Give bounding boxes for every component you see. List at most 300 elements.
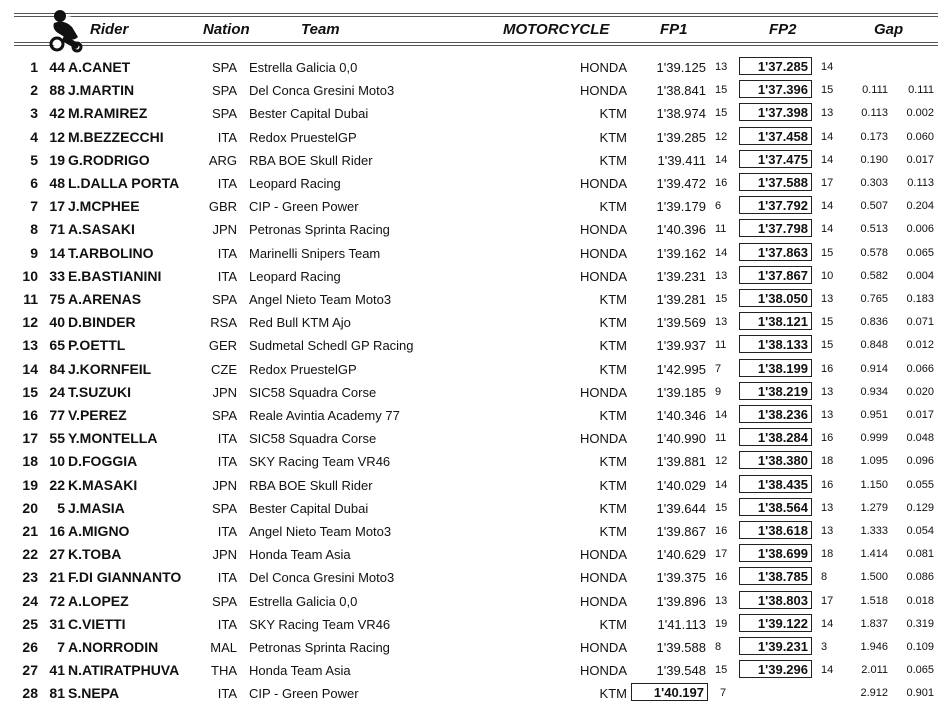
table-row	[0, 543, 950, 566]
motorcycle: HONDA	[580, 663, 627, 679]
rider-name: J.MCPHEE	[68, 198, 140, 215]
fp2-time: 1'37.475	[739, 150, 812, 168]
rider-number: 75	[49, 291, 65, 307]
gap-first: 0.765	[860, 293, 888, 305]
position: 5	[30, 151, 38, 168]
gap-first: 0.303	[860, 177, 888, 189]
position: 26	[22, 639, 38, 655]
nation: ITA	[217, 616, 237, 632]
table-row	[0, 566, 950, 589]
fp2-lap: 13	[821, 385, 834, 398]
gap-previous: 0.113	[907, 177, 934, 189]
motorcycle: KTM	[599, 408, 627, 423]
rider-name: L.DALLA PORTA	[68, 175, 180, 191]
table-row	[0, 126, 950, 149]
fp2-lap: 13	[821, 293, 834, 305]
gap-previous: 0.071	[906, 316, 934, 329]
nation: JPN	[212, 222, 237, 238]
fp2-lap: 16	[821, 362, 834, 375]
nation: SPA	[211, 500, 237, 516]
fp2-time: 1'38.133	[739, 335, 812, 353]
gap-first: 1.150	[860, 478, 888, 491]
gap-previous: 0.183	[906, 293, 934, 305]
table-row	[0, 427, 950, 450]
fp2-time: 1'38.618	[739, 521, 812, 539]
gap-first: 0.113	[861, 107, 888, 120]
team: SIC58 Squadra Corse	[249, 384, 377, 400]
team: Bester Capital Dubai	[249, 500, 369, 516]
rider-name: J.MASIA	[68, 499, 125, 516]
fp2-time: 1'38.050	[739, 289, 812, 307]
rider-name: K.TOBA	[68, 546, 122, 563]
position: 25	[22, 615, 38, 632]
position: 3	[30, 105, 38, 122]
position: 8	[30, 221, 38, 238]
header-motorcycle: MOTORCYCLE	[503, 21, 610, 38]
fp2-time: 1'37.588	[739, 173, 812, 191]
gap-first: 0.836	[860, 316, 888, 329]
fp1-lap: 9	[715, 385, 722, 398]
gap-previous: 0.129	[906, 501, 934, 514]
team: Leopard Racing	[249, 176, 341, 191]
rider-name: P.OETTL	[68, 337, 126, 354]
motorcycle-rider-icon	[44, 7, 88, 53]
rider-name: K.MASAKI	[68, 476, 138, 493]
nation: SPA	[211, 408, 237, 423]
fp1-lap: 7	[720, 687, 727, 700]
fp1-time: 1'38.841	[656, 83, 706, 99]
gap-first: 0.999	[860, 432, 888, 445]
position: 9	[30, 244, 38, 261]
gap-previous: 0.901	[906, 687, 934, 700]
motorcycle: HONDA	[580, 60, 627, 75]
fp1-time: 1'39.125	[656, 60, 706, 75]
rider-number: 16	[49, 523, 65, 539]
gap-first: 0.190	[860, 153, 888, 166]
gap-first: 0.934	[860, 385, 888, 398]
team: Marinelli Snipers Team	[249, 245, 381, 261]
fp1-time: 1'39.881	[656, 454, 706, 470]
motorcycle: KTM	[599, 292, 627, 307]
position: 21	[22, 523, 38, 539]
fp2-lap: 14	[821, 223, 834, 236]
team: Bester Capital Dubai	[249, 106, 369, 122]
rider-name: A.MIGNO	[68, 523, 130, 539]
motorcycle: KTM	[599, 524, 627, 539]
fp1-lap: 13	[715, 594, 728, 607]
fp1-lap: 14	[715, 478, 728, 491]
team: Del Conca Gresini Moto3	[249, 83, 395, 99]
header-team: Team	[301, 21, 340, 38]
table-row	[0, 474, 950, 497]
nation: JPN	[212, 477, 237, 493]
motorcycle: KTM	[599, 152, 627, 168]
rider-name: T.ARBOLINO	[68, 244, 154, 261]
fp1-time: 1'39.185	[656, 384, 706, 400]
gap-previous: 0.065	[906, 246, 934, 259]
fp1-time: 1'39.411	[657, 152, 706, 168]
fp2-lap: 3	[821, 641, 828, 653]
table-row	[0, 381, 950, 404]
nation: JPN	[212, 547, 237, 563]
team: Reale Avintia Academy 77	[249, 408, 400, 423]
fp1-lap: 12	[715, 130, 728, 143]
fp2-time: 1'39.296	[739, 660, 812, 678]
fp2-lap: 14	[821, 617, 834, 630]
position: 28	[22, 685, 38, 702]
gap-previous: 0.006	[906, 223, 934, 236]
table-row	[0, 520, 950, 543]
fp2-lap: 15	[821, 84, 834, 97]
fp1-lap: 13	[715, 269, 728, 282]
fp2-lap: 13	[821, 107, 834, 120]
header-gap: Gap	[874, 21, 904, 38]
fp2-time: 1'38.199	[739, 359, 812, 377]
rider-name: A.CANET	[68, 59, 131, 75]
fp1-lap: 6	[715, 200, 722, 213]
fp2-lap: 15	[821, 339, 834, 352]
gap-first: 1.500	[860, 571, 888, 584]
rider-number: 10	[49, 453, 65, 470]
gap-first: 2.011	[861, 664, 888, 677]
position: 14	[22, 360, 38, 377]
table-row	[0, 149, 950, 172]
table-row	[0, 242, 950, 265]
table-row	[0, 659, 950, 682]
fp1-time: 1'39.231	[656, 268, 706, 284]
fp1-time: 1'39.937	[656, 338, 706, 354]
fp2-lap: 13	[821, 525, 834, 537]
fp2-time: 1'38.236	[739, 405, 812, 423]
gap-previous: 0.204	[906, 200, 934, 213]
gap-previous: 0.018	[906, 594, 934, 607]
fp2-time: 1'38.785	[739, 567, 812, 585]
rider-number: 21	[49, 569, 65, 586]
team: Angel Nieto Team Moto3	[249, 292, 392, 307]
nation: ITA	[217, 431, 237, 447]
fp1-time: 1'39.896	[656, 593, 706, 609]
gap-first: 0.951	[860, 409, 888, 421]
fp2-time: 1'37.398	[739, 103, 812, 121]
table-row	[0, 172, 950, 195]
rider-number: 72	[49, 592, 65, 609]
fp2-lap: 10	[821, 269, 834, 282]
position: 19	[22, 476, 38, 493]
rider-number: 65	[49, 337, 65, 354]
rider-name: A.LOPEZ	[68, 592, 129, 609]
table-row	[0, 56, 950, 79]
table-row	[0, 218, 950, 241]
rider-number: 48	[49, 175, 65, 191]
fp1-lap: 13	[715, 61, 728, 73]
fp2-time: 1'37.458	[739, 127, 812, 145]
rider-name: A.NORRODIN	[68, 639, 159, 655]
nation: SPA	[211, 292, 237, 307]
fp1-time: 1'41.113	[657, 616, 706, 632]
position: 15	[22, 383, 38, 400]
rider-number: 31	[49, 615, 65, 632]
header-rule-top	[14, 13, 938, 14]
fp1-lap: 12	[715, 455, 728, 468]
position: 18	[22, 453, 38, 470]
fp2-time: 1'37.867	[739, 266, 812, 284]
fp2-time: 1'37.285	[739, 57, 812, 75]
rider-name: M.BEZZECCHI	[68, 128, 164, 145]
team: Redox PruestelGP	[249, 361, 357, 377]
fp1-lap: 14	[715, 153, 728, 166]
rider-number: 7	[57, 639, 65, 655]
rider-number: 55	[49, 430, 65, 447]
motorcycle: KTM	[599, 129, 627, 145]
header-rider: Rider	[90, 21, 129, 38]
fp1-time: 1'39.285	[656, 129, 706, 145]
fp1-time: 1'39.472	[656, 176, 706, 191]
team: SKY Racing Team VR46	[249, 616, 391, 632]
motorcycle: KTM	[599, 686, 627, 702]
gap-previous: 0.020	[906, 385, 934, 398]
position: 20	[22, 499, 38, 516]
header-rule-bottom-2	[14, 45, 938, 46]
table-row	[0, 288, 950, 311]
fp1-time: 1'39.569	[656, 315, 706, 331]
fp2-time: 1'37.863	[739, 243, 812, 261]
gap-first: 0.578	[860, 246, 888, 259]
fp2-lap: 18	[821, 548, 834, 561]
position: 22	[22, 546, 38, 563]
gap-previous: 0.065	[906, 664, 934, 677]
nation: ITA	[217, 570, 237, 586]
gap-previous: 0.017	[906, 409, 934, 421]
motorcycle: KTM	[599, 315, 627, 331]
fp1-time: 1'40.629	[656, 547, 706, 563]
nation: ITA	[217, 454, 237, 470]
position: 13	[22, 337, 38, 354]
rider-name: D.FOGGIA	[68, 453, 138, 470]
table-row	[0, 613, 950, 636]
gap-previous: 0.017	[906, 153, 934, 166]
fp2-time: 1'38.803	[739, 591, 812, 609]
team: Del Conca Gresini Moto3	[249, 570, 395, 586]
motorcycle: KTM	[599, 477, 627, 493]
rider-name: A.ARENAS	[68, 291, 142, 307]
fp2-time: 1'37.798	[739, 219, 812, 237]
rider-number: 44	[49, 59, 65, 75]
fp1-lap: 15	[715, 293, 728, 305]
fp1-lap: 11	[715, 432, 727, 445]
gap-first: 0.507	[860, 200, 888, 213]
header-fp2: FP2	[769, 21, 797, 38]
gap-previous: 0.066	[906, 362, 934, 375]
fp2-lap: 17	[821, 594, 834, 607]
rider-number: 84	[49, 360, 65, 377]
nation: ITA	[217, 176, 237, 191]
table-row	[0, 636, 950, 659]
header-fp1: FP1	[660, 21, 688, 38]
rider-number: 71	[49, 221, 65, 238]
fp1-lap: 7	[715, 362, 722, 375]
rider-name: Y.MONTELLA	[68, 430, 158, 447]
fp2-lap: 14	[821, 664, 834, 677]
rider-number: 81	[49, 685, 65, 702]
gap-previous: 0.012	[906, 339, 934, 352]
header-nation: Nation	[203, 21, 250, 38]
fp2-lap: 17	[821, 177, 834, 189]
position: 12	[22, 314, 38, 331]
fp1-time: 1'39.548	[656, 663, 706, 679]
fp2-lap: 8	[821, 571, 828, 584]
position: 4	[30, 128, 38, 145]
fp2-lap: 13	[821, 501, 834, 514]
table-row	[0, 334, 950, 357]
gap-first: 1.333	[860, 525, 888, 537]
gap-first: 0.513	[860, 223, 888, 236]
team: Redox PruestelGP	[249, 129, 357, 145]
position: 1	[30, 59, 38, 75]
table-row	[0, 195, 950, 218]
fp1-time: 1'40.396	[656, 222, 706, 238]
rider-number: 17	[49, 198, 65, 215]
rider-number: 12	[49, 128, 65, 145]
motorcycle: KTM	[599, 616, 627, 632]
gap-first: 2.912	[860, 687, 888, 700]
motorcycle: KTM	[599, 199, 627, 215]
nation: SPA	[211, 106, 237, 122]
rider-number: 22	[49, 476, 65, 493]
nation: GBR	[208, 199, 237, 215]
rider-number: 77	[49, 407, 65, 423]
fp1-time: 1'39.588	[656, 640, 706, 655]
team: RBA BOE Skull Rider	[249, 152, 373, 168]
gap-first: 1.518	[860, 594, 888, 607]
rider-number: 42	[49, 105, 65, 122]
fp2-time: 1'38.380	[739, 451, 812, 469]
team: Honda Team Asia	[249, 663, 351, 679]
rider-name: N.ATIRATPHUVA	[68, 662, 180, 679]
gap-previous: 0.096	[906, 455, 934, 468]
table-row	[0, 358, 950, 381]
motorcycle: HONDA	[580, 176, 627, 191]
fp2-lap: 14	[821, 130, 834, 143]
gap-previous: 0.109	[906, 641, 934, 653]
rider-number: 88	[49, 82, 65, 99]
gap-previous: 0.081	[906, 548, 934, 561]
gap-first: 0.848	[860, 339, 888, 352]
table-row	[0, 311, 950, 334]
gap-first: 1.946	[860, 641, 888, 653]
gap-first: 0.173	[860, 130, 888, 143]
fp2-lap: 15	[821, 316, 834, 329]
gap-previous: 0.002	[906, 107, 934, 120]
nation: JPN	[212, 384, 237, 400]
motorcycle: KTM	[599, 454, 627, 470]
fp2-lap: 14	[821, 200, 834, 213]
table-row	[0, 102, 950, 125]
rider-number: 19	[49, 151, 65, 168]
rider-name: J.MARTIN	[68, 82, 135, 99]
rider-name: E.BASTIANINI	[68, 267, 162, 284]
position: 16	[22, 407, 38, 423]
gap-previous: 0.060	[906, 130, 934, 143]
fp2-time: 1'38.699	[739, 544, 812, 562]
position: 10	[22, 267, 38, 284]
rider-name: D.BINDER	[68, 314, 136, 331]
gap-previous: 0.086	[906, 571, 934, 584]
fp1-lap: 8	[715, 641, 722, 653]
motorcycle: HONDA	[580, 547, 627, 563]
rider-name: A.SASAKI	[68, 221, 135, 238]
team: RBA BOE Skull Rider	[249, 477, 373, 493]
fp2-time: 1'37.396	[739, 80, 812, 98]
fp1-time: 1'39.162	[656, 245, 706, 261]
fp1-time: 1'39.375	[656, 570, 706, 586]
nation: SPA	[211, 83, 237, 99]
gap-previous: 0.048	[906, 432, 934, 445]
fp1-time: 1'39.179	[656, 199, 706, 215]
position: 23	[22, 569, 38, 586]
team: SIC58 Squadra Corse	[249, 431, 377, 447]
table-row	[0, 450, 950, 473]
gap-first: 1.279	[860, 501, 888, 514]
fp1-time: 1'38.974	[656, 106, 706, 122]
position: 11	[23, 291, 38, 307]
motorcycle: KTM	[599, 338, 627, 354]
nation: ITA	[217, 245, 237, 261]
rider-number: 40	[49, 314, 65, 331]
fp1-lap: 11	[715, 223, 727, 236]
gap-previous: 0.319	[906, 617, 934, 630]
rider-name: F.DI GIANNANTO	[68, 569, 182, 586]
fp2-lap: 18	[821, 455, 834, 468]
fp1-lap: 15	[715, 84, 728, 97]
motorcycle: HONDA	[580, 640, 627, 655]
fp1-time: 1'39.644	[656, 500, 706, 516]
fp2-time: 1'38.284	[739, 428, 812, 446]
motorcycle: HONDA	[580, 431, 627, 447]
rider-name: V.PEREZ	[68, 407, 127, 423]
fp2-time: 1'37.792	[739, 196, 812, 214]
team: SKY Racing Team VR46	[249, 454, 391, 470]
fp1-time: 1'42.995	[656, 361, 706, 377]
fp2-lap: 16	[821, 432, 834, 445]
team: Leopard Racing	[249, 268, 341, 284]
fp1-lap: 11	[715, 339, 727, 352]
gap-first: 0.582	[860, 269, 888, 282]
team: Sudmetal Schedl GP Racing	[249, 338, 414, 354]
gap-first: 0.914	[860, 362, 888, 375]
team: CIP - Green Power	[249, 686, 359, 702]
fp2-lap: 14	[821, 61, 834, 73]
position: 27	[22, 662, 38, 679]
table-row	[0, 590, 950, 613]
fp1-time: 1'39.867	[656, 524, 706, 539]
motorcycle: HONDA	[580, 245, 627, 261]
motorcycle: KTM	[599, 361, 627, 377]
header-rule-bottom	[14, 42, 938, 43]
table-row	[0, 682, 950, 705]
fp2-lap: 16	[821, 478, 834, 491]
fp2-lap: 13	[821, 409, 834, 421]
gap-first: 1.837	[860, 617, 888, 630]
rider-number: 24	[49, 383, 65, 400]
position: 6	[30, 175, 38, 191]
motorcycle: HONDA	[580, 384, 627, 400]
gap-first: 1.095	[860, 455, 888, 468]
motorcycle: HONDA	[580, 268, 627, 284]
fp2-time: 1'38.564	[739, 498, 812, 516]
rider-name: C.VIETTI	[68, 615, 126, 632]
fp1-time: 1'40.346	[656, 408, 706, 423]
nation: RSA	[210, 315, 237, 331]
